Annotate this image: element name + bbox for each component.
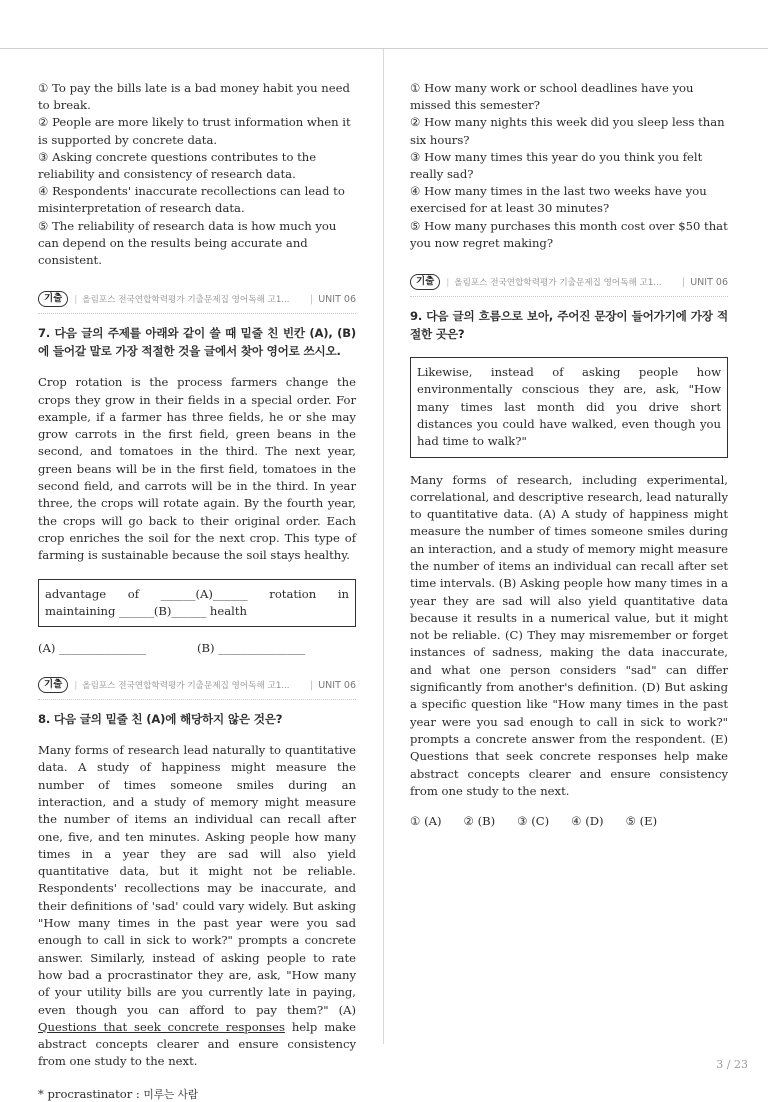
option-1: ① To pay the bills late is a bad money habit you need to break. <box>38 81 350 113</box>
option-2: ② People are more likely to trust information when it is supported by concrete data. <box>38 115 351 147</box>
q7-header <box>38 291 356 314</box>
right-column <box>410 80 728 828</box>
q9-choice-4[interactable]: ④ (D) <box>571 814 604 829</box>
q7-title: 7. 다음 글의 주제를 아래와 같이 쓸 때 밑줄 친 빈칸 (A), (B)에 들어갈 말로 가장 적절한 것을 글에서 찾아 영어로 쓰시오. <box>38 326 356 359</box>
q8-option-5: ⑤ How many purchases this month cost over $50 that you now regret making? <box>410 218 728 250</box>
q9-unit: | UNIT 06 <box>682 277 728 288</box>
q8-unit: | UNIT 06 <box>310 680 356 691</box>
q8-passage <box>38 742 356 1071</box>
q9-header <box>410 274 728 297</box>
q9-choice-2[interactable]: ② (B) <box>463 814 496 829</box>
footnote <box>38 1087 356 1102</box>
q9-choice-3[interactable]: ③ (C) <box>517 814 550 829</box>
option-3: ③ Asking concrete questions contributes to the reliability and consistency of research data. <box>38 149 317 182</box>
left-column <box>38 80 356 1102</box>
q8-option-4: ④ How many times in the last two weeks have you exercised for at least 30 minutes? <box>410 184 707 216</box>
q7-answer-blanks <box>38 641 356 655</box>
q7-passage: Crop rotation is the process farmers change the crops they grow in their fields in a special order. For example, if a farmer has three fields, he or she may grow carrots in the first field, green beans in the second, and tomatoes in the third. The next year, green beans will be in the first field, tomatoes in the second field, and carrots will be in the third. In year three, the crops will rotate again. By the fourth year, the crops will go back to their original order. Each crop enriches the soil for the next crop. This type of farming is sustainable because the soil stays healthy. <box>38 375 356 563</box>
q9-passage: Many forms of research, including experimental, correlational, and descriptive research, lead naturally to quantitative data. (A) A study of happiness might measure the number of times someone smiles during an interaction, and a study of memory might measure the number of items an individual can recall after set time intervals. (B) Asking people how many times in a year they are sad will also yield quantitative data because it results in a numerical value, but it might not be reliable. (C) They may misremember or forget instances of sadness, making the data inaccurate, and what one person considers "sad" can differ significantly from another's definition. (D) But asking a specific question like "How many times in the past year were you sad enough to call in sick to work?" prompts a concrete answer from the respondent. (E) Questions that seek concrete responses help make abstract concepts clearer and ensure consistency from one study to the next. <box>410 472 728 798</box>
footnote-meaning: 미루는 사람 <box>143 1088 199 1101</box>
q9-source: | 올림포스 전국연합학력평가 기출문제집 영어독해 고1... <box>446 276 674 288</box>
q8-underlined-phrase: Questions that seek concrete responses <box>38 1019 285 1034</box>
q8-header <box>38 677 356 700</box>
q8-passage-end: help make abstract concepts clearer and ensure consistency from one study to the next. <box>38 1019 356 1069</box>
q8-passage-text: Many forms of research lead naturally to quantitative data. A study of happiness might measure the number of times someone smiles during an interaction, and a study of memory might measure the number of items an individual can recall after one, five, and ten minutes. Asking people how many times in a year they are sad will also yield quantitative data, but it might not be reliable. Respondents' recollections may be inaccurate, and their definitions of 'sad' could vary widely. But asking "How many times in the past year were you sad enough to call in sick to work?" prompts a concrete answer. Similarly, instead of asking people to rate how bad a procrastinator they are, ask, "How many of your utility bills are you currently late in paying, even though you can afford to pay them?" (A) <box>38 743 356 1017</box>
q9-choice-5[interactable]: ⑤ (E) <box>625 814 658 829</box>
q8-source: | 올림포스 전국연합학력평가 기출문제집 영어독해 고1... <box>74 679 302 691</box>
q8-option-2: ② How many nights this week did you sleep less than six hours? <box>410 115 725 147</box>
header-rule <box>0 48 768 49</box>
prev-question-options <box>38 80 356 269</box>
q8-title: 8. 다음 글의 밑줄 친 (A)에 해당하지 않은 것은? <box>38 712 283 727</box>
option-4: ④ Respondents' inaccurate recollections can lead to misinterpretation of research data. <box>38 184 345 216</box>
page-number: 3 / 23 <box>716 1058 748 1071</box>
q7-summary-box: advantage of ______(A)______ rotation in maintaining ______(B)______ health <box>38 579 356 628</box>
q7-badge: 기출 <box>38 291 68 307</box>
q7-unit: | UNIT 06 <box>310 294 356 305</box>
q9-choices <box>410 814 728 828</box>
q7-source: | 올림포스 전국연합학력평가 기출문제집 영어독해 고1... <box>74 293 302 305</box>
column-divider <box>383 49 384 1044</box>
option-5: ⑤ The reliability of research data is how much you can depend on the results being accurate and consistent. <box>38 218 337 268</box>
q9-choice-1[interactable]: ① (A) <box>410 814 442 829</box>
q8-option-1: ① How many work or school deadlines have you missed this semester? <box>410 81 694 113</box>
q8-option-3: ③ How many times this year do you think you felt really sad? <box>410 149 703 182</box>
q8-options <box>410 80 728 252</box>
q9-title: 9. 다음 글의 흐름으로 보아, 주어진 문장이 들어가기에 가장 적절한 곳은? <box>410 309 728 342</box>
answer-a-blank[interactable]: (A) _______________ <box>38 641 147 656</box>
answer-b-blank[interactable]: (B) _______________ <box>197 641 306 656</box>
footnote-word: * procrastinator : <box>38 1086 144 1101</box>
q9-badge: 기출 <box>410 274 440 290</box>
q9-given-sentence-box: Likewise, instead of asking people how environmentally conscious they are, ask, "How many times last month did you drive short distances you could have walked, even though you had time to walk?" <box>410 357 728 457</box>
q8-badge: 기출 <box>38 677 68 693</box>
